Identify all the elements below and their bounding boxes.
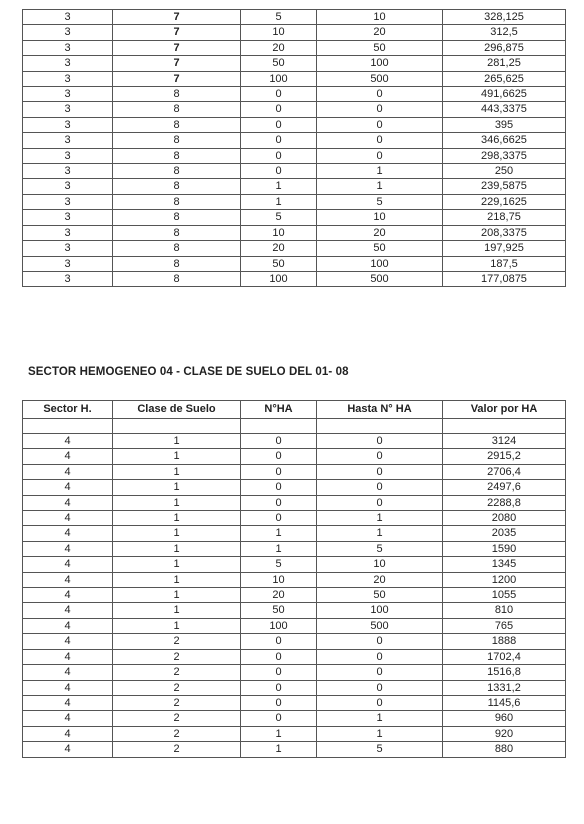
cell-sector: 3 xyxy=(23,133,113,148)
cell-valor-ha: 197,925 xyxy=(443,241,566,256)
table-row xyxy=(23,87,566,102)
cell-hasta-nha: 0 xyxy=(317,649,443,664)
cell-hasta-nha: 50 xyxy=(317,241,443,256)
cell-nha: 0 xyxy=(241,148,317,163)
cell-sector: 4 xyxy=(23,541,113,556)
cell-nha: 0 xyxy=(241,164,317,179)
cell-clase-suelo: 1 xyxy=(113,495,241,510)
cell-nha: 10 xyxy=(241,572,317,587)
cell-sector: 3 xyxy=(23,210,113,225)
cell-hasta-nha: 10 xyxy=(317,10,443,25)
cell-sector: 4 xyxy=(23,618,113,633)
top-table-body xyxy=(23,10,566,287)
cell-clase-suelo: 2 xyxy=(113,680,241,695)
cell-sector: 3 xyxy=(23,148,113,163)
cell-sector: 4 xyxy=(23,711,113,726)
cell-valor-ha: 312,5 xyxy=(443,25,566,40)
table-row xyxy=(23,225,566,240)
cell-nha: 50 xyxy=(241,56,317,71)
cell-valor-ha: 1590 xyxy=(443,541,566,556)
cell-hasta-nha: 1 xyxy=(317,179,443,194)
cell-valor-ha: 1200 xyxy=(443,572,566,587)
cell-nha: 20 xyxy=(241,40,317,55)
cell-sector: 3 xyxy=(23,271,113,286)
cell-sector: 4 xyxy=(23,434,113,449)
cell-valor-ha: 229,1625 xyxy=(443,194,566,209)
table-row xyxy=(23,256,566,271)
header-hasta-nha: Hasta N° HA xyxy=(317,401,443,419)
cell-nha: 1 xyxy=(241,541,317,556)
table-row xyxy=(23,742,566,757)
table-row xyxy=(23,726,566,741)
cell-clase-suelo: 8 xyxy=(113,256,241,271)
table-row xyxy=(23,133,566,148)
cell-sector: 4 xyxy=(23,603,113,618)
table-row xyxy=(23,649,566,664)
cell-sector: 3 xyxy=(23,56,113,71)
cell-nha: 20 xyxy=(241,241,317,256)
cell-nha: 0 xyxy=(241,495,317,510)
table-row xyxy=(23,194,566,209)
cell-nha: 0 xyxy=(241,649,317,664)
cell-hasta-nha: 10 xyxy=(317,210,443,225)
cell-hasta-nha: 20 xyxy=(317,225,443,240)
cell-sector: 3 xyxy=(23,194,113,209)
table-row xyxy=(23,56,566,71)
blank-row xyxy=(23,419,566,434)
header-sector: Sector H. xyxy=(23,401,113,419)
cell-clase-suelo: 7 xyxy=(113,71,241,86)
cell-sector: 3 xyxy=(23,117,113,132)
cell-sector: 3 xyxy=(23,40,113,55)
table-row xyxy=(23,511,566,526)
table-row xyxy=(23,117,566,132)
cell-hasta-nha: 1 xyxy=(317,726,443,741)
cell-hasta-nha: 0 xyxy=(317,695,443,710)
cell-sector: 3 xyxy=(23,164,113,179)
cell-valor-ha: 250 xyxy=(443,164,566,179)
cell-nha: 0 xyxy=(241,117,317,132)
table-row xyxy=(23,434,566,449)
table-row xyxy=(23,695,566,710)
cell-hasta-nha: 0 xyxy=(317,117,443,132)
cell-valor-ha: 1331,2 xyxy=(443,680,566,695)
header-clase-suelo: Clase de Suelo xyxy=(113,401,241,419)
cell-hasta-nha: 0 xyxy=(317,449,443,464)
cell-valor-ha: 1055 xyxy=(443,588,566,603)
cell-nha: 1 xyxy=(241,179,317,194)
cell-sector: 3 xyxy=(23,256,113,271)
table-row xyxy=(23,526,566,541)
cell-clase-suelo: 2 xyxy=(113,742,241,757)
cell-hasta-nha: 5 xyxy=(317,742,443,757)
cell-sector: 4 xyxy=(23,634,113,649)
table-row xyxy=(23,164,566,179)
header-nha: N°HA xyxy=(241,401,317,419)
table-row xyxy=(23,40,566,55)
cell-clase-suelo: 8 xyxy=(113,133,241,148)
cell-valor-ha: 2080 xyxy=(443,511,566,526)
bottom-table-body xyxy=(23,419,566,758)
cell-valor-ha: 2035 xyxy=(443,526,566,541)
cell-sector: 3 xyxy=(23,25,113,40)
cell-hasta-nha: 500 xyxy=(317,618,443,633)
cell-clase-suelo: 8 xyxy=(113,271,241,286)
cell-nha: 0 xyxy=(241,449,317,464)
cell-nha: 5 xyxy=(241,557,317,572)
cell-clase-suelo: 2 xyxy=(113,726,241,741)
cell-valor-ha: 2497,6 xyxy=(443,480,566,495)
cell-nha: 0 xyxy=(241,480,317,495)
cell-hasta-nha: 100 xyxy=(317,56,443,71)
cell-clase-suelo: 1 xyxy=(113,557,241,572)
cell-nha: 0 xyxy=(241,511,317,526)
table-row xyxy=(23,71,566,86)
cell-nha: 0 xyxy=(241,680,317,695)
cell-sector: 4 xyxy=(23,588,113,603)
cell-clase-suelo: 1 xyxy=(113,434,241,449)
blank-cell xyxy=(241,419,317,434)
cell-hasta-nha: 0 xyxy=(317,464,443,479)
cell-hasta-nha: 0 xyxy=(317,665,443,680)
table-row xyxy=(23,179,566,194)
cell-valor-ha: 265,625 xyxy=(443,71,566,86)
cell-hasta-nha: 0 xyxy=(317,434,443,449)
cell-nha: 0 xyxy=(241,711,317,726)
table-row xyxy=(23,480,566,495)
table-row xyxy=(23,618,566,633)
cell-valor-ha: 1145,6 xyxy=(443,695,566,710)
table-row xyxy=(23,711,566,726)
table-row xyxy=(23,10,566,25)
cell-hasta-nha: 500 xyxy=(317,271,443,286)
cell-valor-ha: 765 xyxy=(443,618,566,633)
cell-sector: 4 xyxy=(23,572,113,587)
cell-sector: 4 xyxy=(23,449,113,464)
cell-clase-suelo: 1 xyxy=(113,588,241,603)
cell-nha: 20 xyxy=(241,588,317,603)
cell-nha: 5 xyxy=(241,210,317,225)
section-title: SECTOR HEMOGENEO 04 - CLASE DE SUELO DEL 01- 08 xyxy=(28,366,349,378)
cell-hasta-nha: 0 xyxy=(317,680,443,695)
cell-nha: 50 xyxy=(241,256,317,271)
table-row xyxy=(23,241,566,256)
bottom-table xyxy=(22,400,566,758)
cell-hasta-nha: 0 xyxy=(317,480,443,495)
cell-nha: 0 xyxy=(241,434,317,449)
cell-nha: 100 xyxy=(241,271,317,286)
cell-clase-suelo: 1 xyxy=(113,618,241,633)
cell-hasta-nha: 5 xyxy=(317,541,443,556)
cell-clase-suelo: 1 xyxy=(113,572,241,587)
cell-clase-suelo: 1 xyxy=(113,603,241,618)
table-row xyxy=(23,634,566,649)
blank-cell xyxy=(443,419,566,434)
cell-valor-ha: 298,3375 xyxy=(443,148,566,163)
table-row xyxy=(23,495,566,510)
cell-clase-suelo: 8 xyxy=(113,87,241,102)
cell-sector: 3 xyxy=(23,225,113,240)
cell-clase-suelo: 8 xyxy=(113,117,241,132)
cell-sector: 3 xyxy=(23,102,113,117)
cell-hasta-nha: 1 xyxy=(317,511,443,526)
cell-nha: 100 xyxy=(241,618,317,633)
cell-nha: 50 xyxy=(241,603,317,618)
cell-hasta-nha: 0 xyxy=(317,148,443,163)
cell-sector: 4 xyxy=(23,464,113,479)
cell-clase-suelo: 7 xyxy=(113,56,241,71)
cell-hasta-nha: 0 xyxy=(317,133,443,148)
cell-clase-suelo: 2 xyxy=(113,711,241,726)
cell-sector: 4 xyxy=(23,742,113,757)
cell-valor-ha: 810 xyxy=(443,603,566,618)
table-row xyxy=(23,449,566,464)
cell-sector: 3 xyxy=(23,71,113,86)
cell-nha: 5 xyxy=(241,10,317,25)
cell-valor-ha: 346,6625 xyxy=(443,133,566,148)
cell-hasta-nha: 50 xyxy=(317,40,443,55)
cell-hasta-nha: 1 xyxy=(317,526,443,541)
cell-clase-suelo: 8 xyxy=(113,194,241,209)
cell-nha: 0 xyxy=(241,133,317,148)
cell-clase-suelo: 8 xyxy=(113,210,241,225)
table-row xyxy=(23,680,566,695)
cell-clase-suelo: 8 xyxy=(113,102,241,117)
cell-valor-ha: 177,0875 xyxy=(443,271,566,286)
cell-clase-suelo: 2 xyxy=(113,665,241,680)
cell-sector: 3 xyxy=(23,241,113,256)
cell-clase-suelo: 8 xyxy=(113,164,241,179)
cell-nha: 1 xyxy=(241,726,317,741)
table-row xyxy=(23,464,566,479)
cell-hasta-nha: 0 xyxy=(317,87,443,102)
blank-cell xyxy=(317,419,443,434)
cell-valor-ha: 1702,4 xyxy=(443,649,566,664)
cell-valor-ha: 1888 xyxy=(443,634,566,649)
cell-valor-ha: 491,6625 xyxy=(443,87,566,102)
table-row xyxy=(23,541,566,556)
cell-nha: 10 xyxy=(241,225,317,240)
cell-clase-suelo: 8 xyxy=(113,148,241,163)
header-row xyxy=(23,401,566,419)
cell-valor-ha: 328,125 xyxy=(443,10,566,25)
cell-valor-ha: 187,5 xyxy=(443,256,566,271)
table-row xyxy=(23,665,566,680)
cell-nha: 10 xyxy=(241,25,317,40)
cell-sector: 3 xyxy=(23,179,113,194)
table-row xyxy=(23,210,566,225)
cell-hasta-nha: 100 xyxy=(317,603,443,618)
cell-hasta-nha: 1 xyxy=(317,164,443,179)
cell-valor-ha: 1345 xyxy=(443,557,566,572)
cell-valor-ha: 218,75 xyxy=(443,210,566,225)
cell-valor-ha: 1516,8 xyxy=(443,665,566,680)
cell-clase-suelo: 2 xyxy=(113,649,241,664)
cell-clase-suelo: 7 xyxy=(113,40,241,55)
cell-hasta-nha: 100 xyxy=(317,256,443,271)
cell-nha: 0 xyxy=(241,87,317,102)
cell-hasta-nha: 500 xyxy=(317,71,443,86)
cell-valor-ha: 296,875 xyxy=(443,40,566,55)
cell-sector: 3 xyxy=(23,87,113,102)
cell-valor-ha: 2288,8 xyxy=(443,495,566,510)
cell-sector: 4 xyxy=(23,480,113,495)
cell-nha: 0 xyxy=(241,464,317,479)
cell-clase-suelo: 1 xyxy=(113,464,241,479)
cell-sector: 4 xyxy=(23,526,113,541)
cell-sector: 4 xyxy=(23,649,113,664)
cell-clase-suelo: 2 xyxy=(113,634,241,649)
cell-nha: 0 xyxy=(241,102,317,117)
cell-valor-ha: 208,3375 xyxy=(443,225,566,240)
cell-nha: 100 xyxy=(241,71,317,86)
cell-clase-suelo: 8 xyxy=(113,179,241,194)
cell-hasta-nha: 10 xyxy=(317,557,443,572)
blank-cell xyxy=(113,419,241,434)
cell-clase-suelo: 1 xyxy=(113,480,241,495)
cell-clase-suelo: 1 xyxy=(113,449,241,464)
cell-clase-suelo: 7 xyxy=(113,10,241,25)
cell-valor-ha: 395 xyxy=(443,117,566,132)
cell-clase-suelo: 7 xyxy=(113,25,241,40)
table-row xyxy=(23,102,566,117)
cell-hasta-nha: 5 xyxy=(317,194,443,209)
cell-clase-suelo: 1 xyxy=(113,526,241,541)
cell-clase-suelo: 2 xyxy=(113,695,241,710)
table-row xyxy=(23,588,566,603)
header-valor-ha: Valor por HA xyxy=(443,401,566,419)
cell-hasta-nha: 20 xyxy=(317,572,443,587)
table-row xyxy=(23,572,566,587)
cell-nha: 0 xyxy=(241,665,317,680)
table-row xyxy=(23,25,566,40)
cell-hasta-nha: 0 xyxy=(317,495,443,510)
cell-valor-ha: 239,5875 xyxy=(443,179,566,194)
cell-nha: 0 xyxy=(241,695,317,710)
top-table xyxy=(22,9,566,287)
cell-hasta-nha: 1 xyxy=(317,711,443,726)
cell-hasta-nha: 0 xyxy=(317,102,443,117)
cell-valor-ha: 920 xyxy=(443,726,566,741)
cell-sector: 3 xyxy=(23,10,113,25)
table-row xyxy=(23,557,566,572)
blank-cell xyxy=(23,419,113,434)
cell-clase-suelo: 8 xyxy=(113,241,241,256)
cell-valor-ha: 443,3375 xyxy=(443,102,566,117)
cell-hasta-nha: 50 xyxy=(317,588,443,603)
table-row xyxy=(23,148,566,163)
cell-clase-suelo: 8 xyxy=(113,225,241,240)
cell-valor-ha: 880 xyxy=(443,742,566,757)
cell-sector: 4 xyxy=(23,695,113,710)
cell-sector: 4 xyxy=(23,511,113,526)
cell-nha: 1 xyxy=(241,526,317,541)
cell-clase-suelo: 1 xyxy=(113,511,241,526)
cell-sector: 4 xyxy=(23,495,113,510)
cell-sector: 4 xyxy=(23,557,113,572)
cell-sector: 4 xyxy=(23,680,113,695)
cell-hasta-nha: 20 xyxy=(317,25,443,40)
cell-valor-ha: 2706,4 xyxy=(443,464,566,479)
cell-valor-ha: 281,25 xyxy=(443,56,566,71)
cell-nha: 0 xyxy=(241,634,317,649)
cell-sector: 4 xyxy=(23,665,113,680)
cell-sector: 4 xyxy=(23,726,113,741)
cell-hasta-nha: 0 xyxy=(317,634,443,649)
cell-clase-suelo: 1 xyxy=(113,541,241,556)
table-row xyxy=(23,603,566,618)
cell-nha: 1 xyxy=(241,194,317,209)
cell-nha: 1 xyxy=(241,742,317,757)
cell-valor-ha: 960 xyxy=(443,711,566,726)
cell-valor-ha: 3124 xyxy=(443,434,566,449)
table-row xyxy=(23,271,566,286)
cell-valor-ha: 2915,2 xyxy=(443,449,566,464)
